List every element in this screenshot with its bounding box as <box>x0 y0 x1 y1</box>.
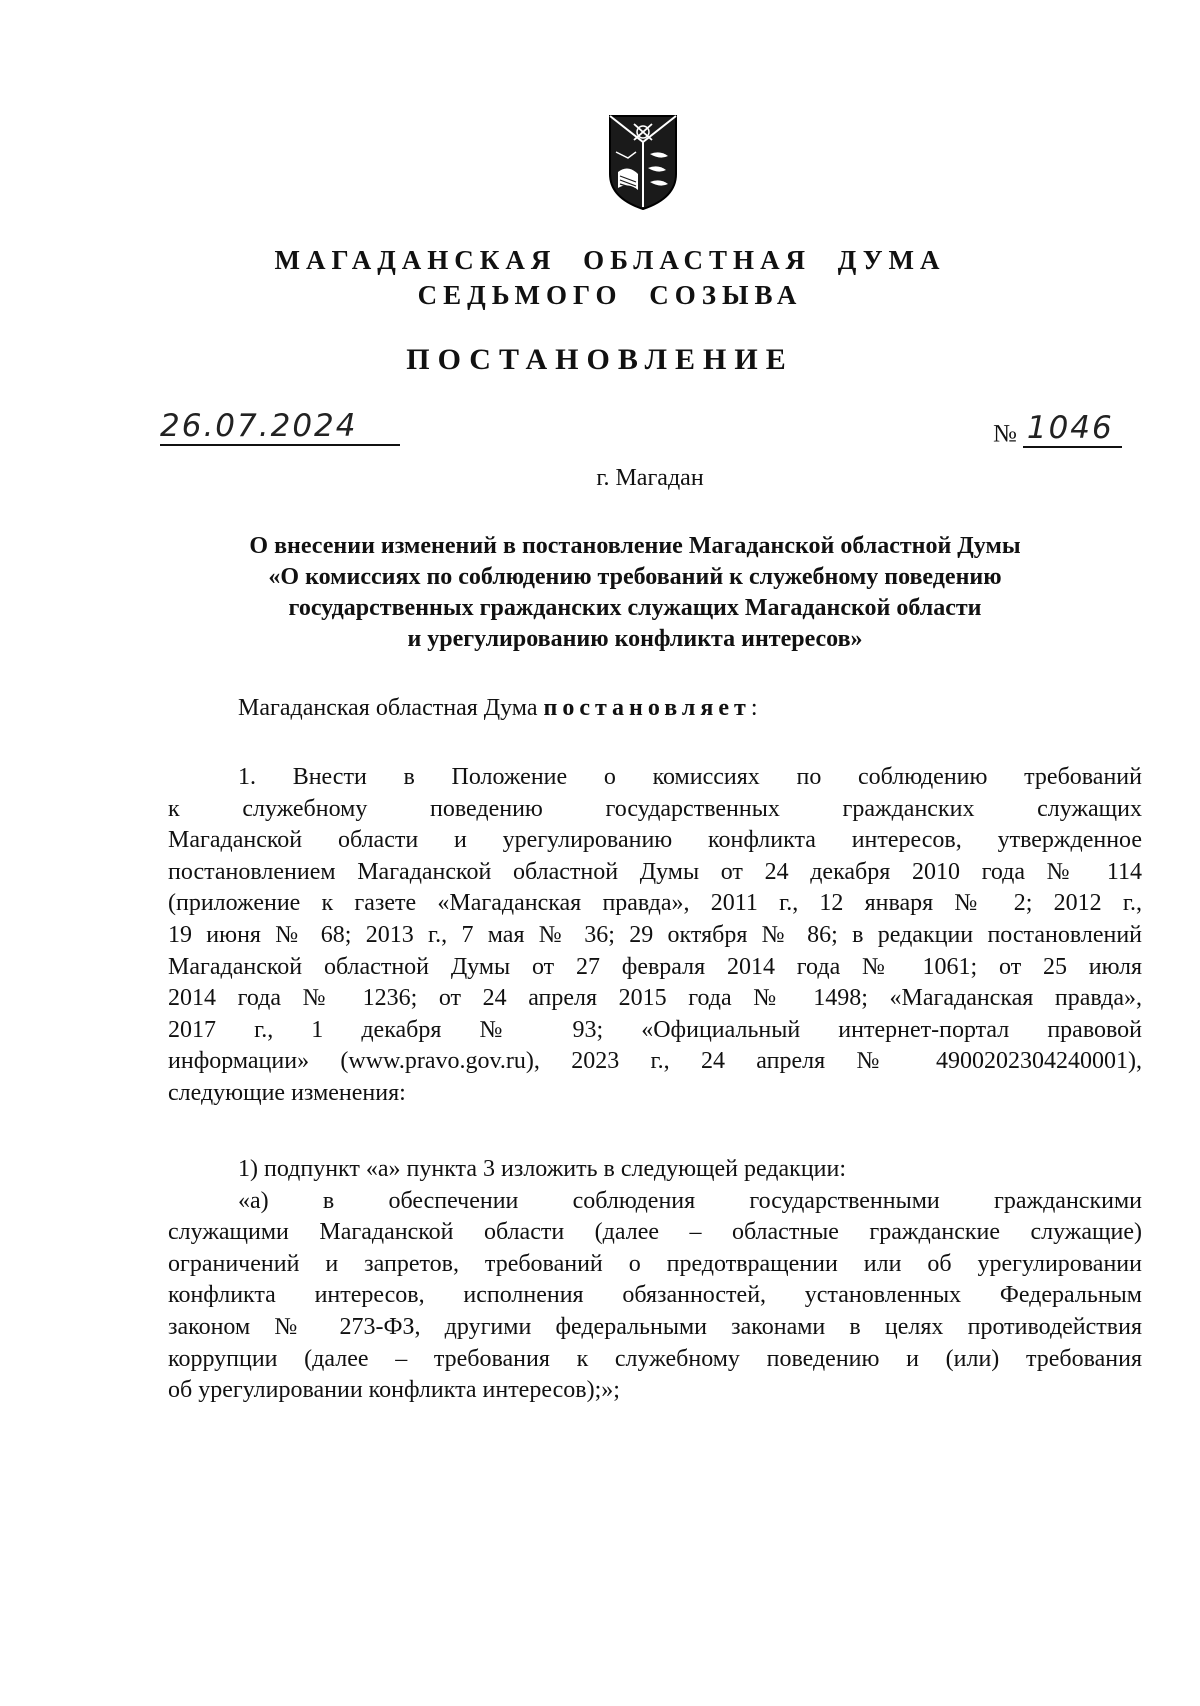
convocation-label: СЕДЬМОГО СОЗЫВА <box>417 280 803 310</box>
title-line: и урегулированию конфликта интересов» <box>407 626 863 652</box>
decree-statement <box>238 695 757 722</box>
document-type-heading: ПОСТАНОВЛЕНИЕ <box>406 343 794 376</box>
paragraph-2 <box>168 1154 1142 1407</box>
text-line: следующие изменения: <box>168 1079 406 1106</box>
text-line: 1. Внести в Положение о комиссиях по соблюдению требований <box>238 764 1142 790</box>
decree-prefix: Магаданская областная Дума <box>238 695 544 721</box>
paragraph-1 <box>168 762 1142 1110</box>
text-line: Магаданской области и урегулированию конфликта интересов, утвержденное <box>168 827 1142 854</box>
coat-of-arms-icon <box>606 112 680 212</box>
text-line: ограничений и запретов, требований о предотвращении или об урегулировании <box>168 1250 1142 1277</box>
text-line: коррупции (далее – требования к служебному поведению и (или) требования <box>168 1345 1142 1372</box>
text-line: постановлением Магаданской областной Думы от 24 декабря 2010 года № 114 <box>168 858 1142 885</box>
number-sign: № <box>993 420 1017 448</box>
text-line: 2014 года № 1236; от 24 апреля 2015 года № 1498; «Магаданская правда», <box>168 985 1142 1012</box>
title-line: О внесении изменений в постановление Магаданской областной Думы <box>249 533 1021 559</box>
text-line: служащими Магаданской области (далее – областные гражданские служащие) <box>168 1219 1142 1246</box>
text-line: об урегулировании конфликта интересов);»; <box>168 1377 620 1404</box>
text-line: конфликта интересов, исполнения обязанностей, установленных Федеральным <box>168 1282 1142 1309</box>
decree-verb: постановляет <box>543 695 751 721</box>
text-line: 1) подпункт «а» пункта 3 изложить в следующей редакции: <box>238 1156 847 1182</box>
document-number: 1046 <box>1023 410 1122 448</box>
text-line: 19 июня № 68; 2013 г., 7 мая № 36; 29 октября № 86; в редакции постановлений <box>168 921 1142 948</box>
text-line: информации» (www.pravo.gov.ru), 2023 г., 24 апреля № 4900202304240001), <box>168 1048 1142 1075</box>
title-line: государственных гражданских служащих Магаданской области <box>288 595 982 621</box>
organization-name: МАГАДАНСКАЯ ОБЛАСТНАЯ ДУМА <box>274 245 946 275</box>
document-title <box>160 531 1110 655</box>
text-line: (приложение к газете «Магаданская правда», 2011 г., 12 января № 2; 2012 г., <box>168 890 1142 917</box>
text-line: Магаданской областной Думы от 27 февраля 2014 года № 1061; от 25 июля <box>168 953 1142 980</box>
city-label: г. Магадан <box>596 465 704 491</box>
text-line: законом № 273-ФЗ, другими федеральными законами в целях противодействия <box>168 1313 1142 1340</box>
text-line: 2017 г., 1 декабря № 93; «Официальный интернет-портал правовой <box>168 1016 1142 1043</box>
text-line: к служебному поведению государственных гражданских служащих <box>168 795 1142 822</box>
decree-suffix: : <box>750 695 758 721</box>
document-date: 26.07.2024 <box>160 408 358 444</box>
title-line: «О комиссиях по соблюдению требований к служебному поведению <box>268 564 1002 590</box>
document-number-field <box>993 410 1122 448</box>
text-line: «а) в обеспечении соблюдения государственными гражданскими <box>238 1187 1142 1214</box>
document-date-field <box>160 408 400 446</box>
